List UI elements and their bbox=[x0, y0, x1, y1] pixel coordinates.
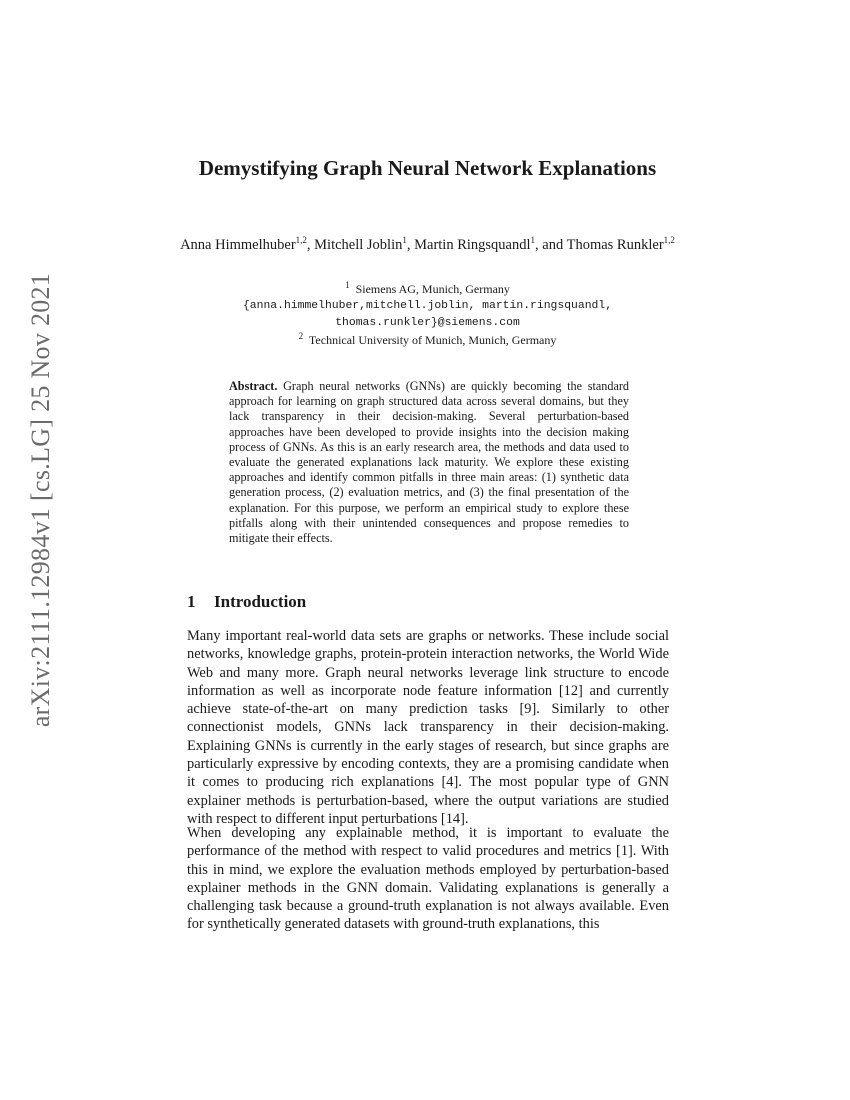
paper-title: Demystifying Graph Neural Network Explanations bbox=[198, 156, 657, 180]
affiliation-mark: 1 bbox=[345, 280, 350, 290]
arxiv-identifier-text: arXiv:2111.12984v1 [cs.LG] 25 Nov 2021 bbox=[26, 272, 55, 728]
affiliation-siemens-text: Siemens AG, Munich, Germany bbox=[355, 282, 510, 296]
section-heading bbox=[187, 592, 306, 612]
author-separator: , bbox=[306, 237, 315, 253]
section-title: Introduction bbox=[214, 592, 307, 611]
author-name: Thomas Runkler bbox=[566, 237, 664, 253]
author-separator: , bbox=[406, 237, 415, 253]
affiliation-siemens bbox=[200, 281, 655, 298]
author-emails-line-2: thomas.runkler}@siemens.com bbox=[335, 317, 520, 329]
body-paragraph: When developing any explainable method, it is important to evaluate the performance of the method with respect to valid procedures and metrics [1]. With this in mind, we explore the evaluation methods employed by perturbation-based explainer methods in the GNN domain. Validating explanations is generally a challenging task because a ground-truth explanation is not always available. Even for synthetically generated datasets with ground-truth explanations, this bbox=[187, 825, 669, 933]
author-separator: , and bbox=[535, 237, 567, 253]
author-affiliation-mark: 1,2 bbox=[663, 235, 675, 246]
author-name: Anna Himmelhuber bbox=[180, 237, 296, 253]
abstract-text: Graph neural networks (GNNs) are quickly becoming the standard approach for learning on graph structured data across several domains, but they lack transparency in their decision-making. Several perturbation-based approaches have been developed to provide insights into the decision making process of GNNs. As this is an early research area, the methods and data used to evaluate the generated explanations lack maturity. We explore these existing approaches and identify common pitfalls in three main areas: (1) synthetic data generation process, (2) evaluation metrics, and (3) the final presentation of the explanation. For this purpose, we perform an empirical study to explore these pitfalls along with their unintended consequences and propose remedies to mitigate their effects. bbox=[229, 379, 630, 546]
author-name: Martin Ringsquandl bbox=[414, 237, 531, 253]
affiliation-tum bbox=[200, 332, 655, 349]
body-paragraph: Many important real-world data sets are graphs or networks. These include social networks, knowledge graphs, protein-protein interaction networks, the World Wide Web and many more. Graph neural networks leverage link structure to encode information as well as incorporate node feature information [12] and currently achieve state-of-the-art on many prediction tasks [9]. Similarly to other connectionist models, GNNs lack transparency in their decision-making. Explaining GNNs is currently in the early stages of research, but since graphs are particularly expressive by encoding contexts, they are a promising candidate when it comes to producing rich explanations [4]. The most popular type of GNN explainer methods is perturbation-based, where the output variations are studied with respect to different input perturbations [14]. bbox=[187, 628, 669, 827]
affiliations bbox=[200, 281, 655, 349]
arxiv-identifier-stamp bbox=[21, 272, 61, 728]
author-name: Mitchell Joblin bbox=[314, 237, 403, 253]
author-affiliation-mark: 1 bbox=[402, 235, 407, 246]
author-affiliation-mark: 1 bbox=[530, 235, 536, 246]
abstract bbox=[229, 379, 629, 546]
affiliation-tum-text: Technical University of Munich, Munich, Germany bbox=[308, 333, 557, 347]
section-number: 1 bbox=[187, 592, 196, 611]
author-emails-line-1: {anna.himmelhuber,mitchell.joblin, martin.ringsquandl, bbox=[242, 300, 613, 312]
abstract-label: Abstract. bbox=[229, 379, 278, 393]
author-affiliation-mark: 1,2 bbox=[295, 235, 307, 246]
author-list bbox=[170, 236, 685, 254]
affiliation-mark: 2 bbox=[298, 331, 304, 341]
